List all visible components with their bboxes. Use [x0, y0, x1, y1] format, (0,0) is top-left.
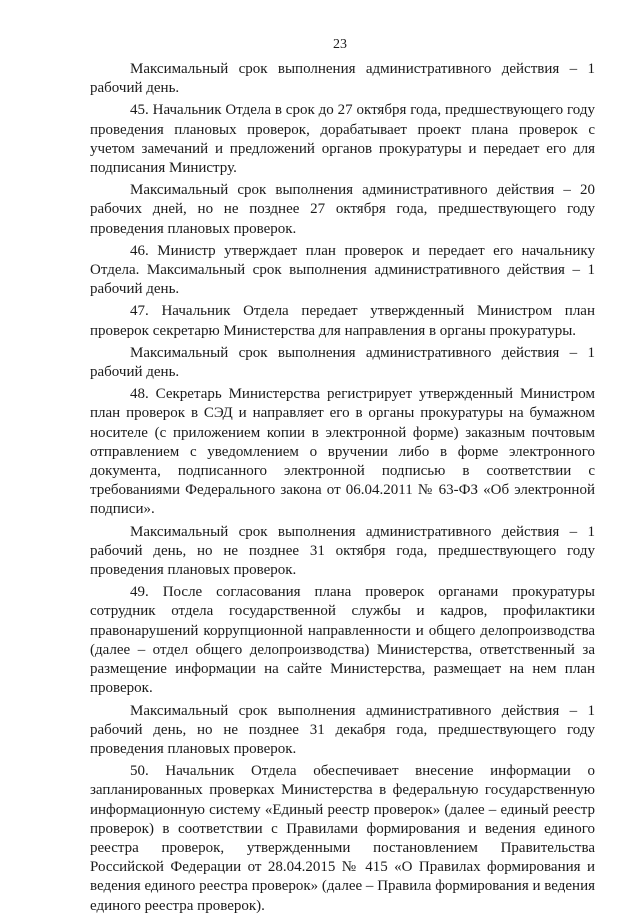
paragraph-45: 45. Начальник Отдела в срок до 27 октября года, предшествующего году проведения плановых проверок, дорабатывает проект плана проверок с учетом замечаний и предложений органов прокуратуры и передает его для подписания Министру.	[90, 102, 595, 177]
document-body	[90, 60, 595, 916]
paragraph-max-time-49: Максимальный срок выполнения административного действия – 1 рабочий день, но не позднее 31 декабря года, предшествующего году проведения плановых проверок.	[90, 702, 595, 757]
paragraph-46: 46. Министр утверждает план проверок и передает его начальнику Отдела. Максимальный срок выполнения административного действия – 1 рабочий день.	[90, 242, 595, 298]
paragraph-48: 48. Секретарь Министерства регистрирует утвержденный Министром план проверок в СЭД и направляет его в органы прокуратуры на бумажном носителе (с приложением копии в электронной форме) заказным почтовым отправлением с уведомлением о вручении либо в форме электронного документа, подписанного электронной подписью в соответствии с требованиями Федерального закона от 06.04.2011 № 63-ФЗ «Об электронной подписи».	[90, 386, 595, 518]
page-number: 23	[333, 37, 347, 52]
paragraph-49: 49. После согласования плана проверок органами прокуратуры сотрудник отдела государственной службы и кадров, профилактики правонарушений коррупционной направленности и общего делопроизводства (далее – отдел общего делопроизводства) Министерства, ответственный за размещение информации на сайте Министерства, размещает на нем план проверок.	[90, 584, 595, 697]
paragraph-max-time-20-days: Максимальный срок выполнения административного действия – 20 рабочих дней, но не позднее 27 октября года, предшествующего году проведения плановых проверок.	[90, 182, 595, 237]
paragraph-50: 50. Начальник Отдела обеспечивает внесение информации о запланированных проверках Министерства в федеральную государственную информационную систему «Единый реестр проверок» (далее – единый реестр проверок) в соответствии с Правилами формирования и ведения единого реестра проверок, утвержденными постановлением Правительства Российской Федерации от 28.04.2015 № 415 «О Правилах формирования и ведения единого реестра проверок» (далее – Правила формирования и ведения единого реестра проверок).	[90, 763, 595, 914]
paragraph-max-time-1: Максимальный срок выполнения административного действия – 1 рабочий день.	[90, 61, 595, 97]
paragraph-max-time-48: Максимальный срок выполнения административного действия – 1 рабочий день, но не позднее 31 октября года, предшествующего году проведения плановых проверок.	[90, 523, 595, 579]
paragraph-max-time-47: Максимальный срок выполнения административного действия – 1 рабочий день.	[90, 344, 595, 381]
paragraph-47: 47. Начальник Отдела передает утвержденный Министром план проверок секретарю Министерства для направления в органы прокуратуры.	[90, 303, 595, 339]
